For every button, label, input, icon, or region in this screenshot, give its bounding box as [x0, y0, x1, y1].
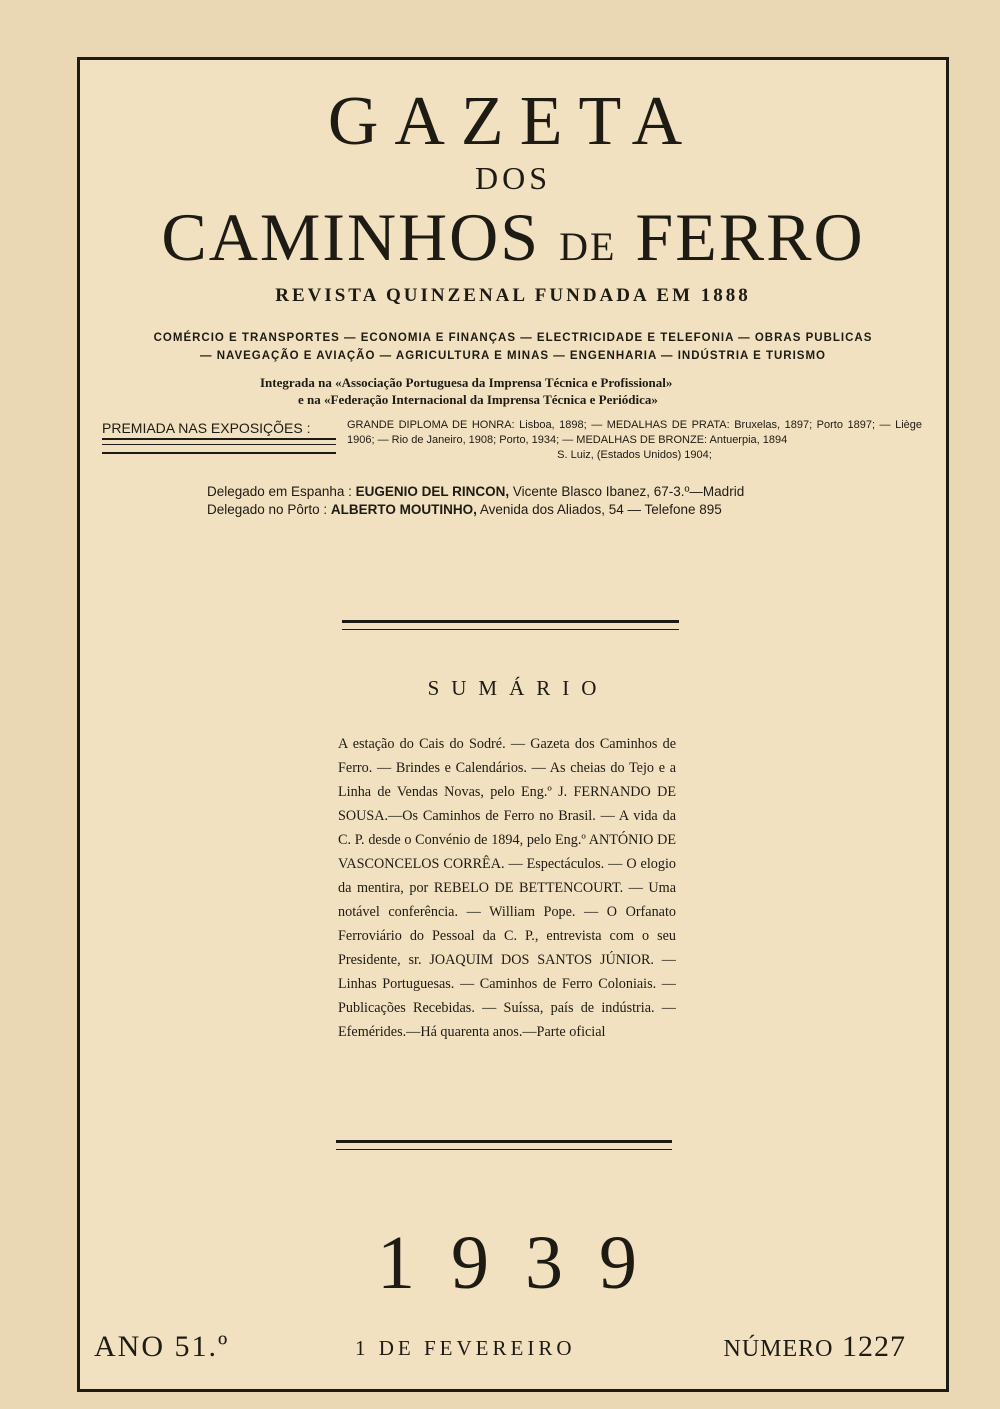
issue-date: 1 DE FEVEREIRO — [355, 1336, 576, 1360]
subtitle: REVISTA QUINZENAL FUNDADA EM 1888 — [275, 285, 751, 306]
sumario-text: A estação do Cais do Sodré. — Gazeta dos Caminhos de Ferro. — Brindes e Calendários. — As cheias do Tejo e a Linha de Vendas Novas, pelo Eng.º J. FERNANDO DE SOUSA.—Os Caminhos de Ferro no Brasil. — A vida da C. P. desde o Convénio de 1894, pelo Eng.º ANTÓNIO DE VASCONCELOS CORRÊA. — Espectáculos. — O elogio da mentira, por REBELO DE BETTENCOURT. — Uma notável conferência. — William Pope. — O Orfanato Ferroviário do Pessoal da C. P., entrevista com o seu Presidente, sr. JOAQUIM DOS SANTOS JÚNIOR. — Linhas Portuguesas. — Caminhos de Ferro Coloniais. — Publicações Recebidas. — Suíssa, país de indústria. —Efemérides.—Há quarenta anos.—Parte oficial — [338, 736, 676, 1040]
title-dos: DOS — [474, 160, 551, 196]
integrada-line-1: Integrada na «Associação Portuguesa da Imprensa Técnica e Profissional» — [260, 375, 673, 390]
topics-line-2: — NAVEGAÇÃO E AVIAÇÃO — AGRICULTURA E MINAS — ENGENHARIA — INDÚSTRIA E TURISMO — [200, 350, 826, 362]
divider-bottom — [336, 1140, 672, 1150]
premiada-underline — [102, 438, 336, 454]
exposicoes-line-1: GRANDE DIPLOMA DE HONRA: Lisboa, 1898; — MEDALHAS DE PRATA: Bruxelas, 1897; Porto — [347, 419, 843, 431]
title-caminhos: CAMINHOS — [161, 199, 560, 275]
title-caminhos-de-ferro — [80, 198, 946, 277]
page-frame — [77, 57, 949, 1392]
exposicoes-line-2: 1897; — Liège 1906; — Rio de Janeiro, 1908; Porto, 1934; — MEDALHAS DE BRONZE: Antuerpia, 1894 — [347, 419, 922, 446]
integrada-line-2: e na «Federação Internacional da Imprensa Técnica e Periódica» — [298, 392, 658, 407]
title-ferro: FERRO — [616, 199, 865, 275]
issue-number-value: 1227 — [833, 1330, 906, 1363]
delegado-porto-name: ALBERTO MOUTINHO, — [330, 502, 477, 517]
year: 1939 — [377, 1221, 673, 1305]
premiada-label: PREMIADA NAS EXPOSIÇÕES : — [102, 420, 311, 436]
delegado-porto-address: Avenida dos Aliados, 54 — Telefone 895 — [476, 502, 722, 517]
title-gazeta: GAZETA — [327, 83, 699, 160]
issue-number — [723, 1330, 906, 1364]
issue-number-label: NÚMERO — [723, 1336, 834, 1362]
sumario-heading: SUMÁRIO — [427, 676, 609, 700]
topics-line-1: COMÉRCIO E TRANSPORTES — ECONOMIA E FINANÇAS — ELECTRICIDADE E TELEFONIA — OBRAS PUBLICAS — [153, 332, 873, 344]
delegado-espanha-address: Vicente Blasco Ibanez, 67-3.º—Madrid — [509, 484, 745, 499]
delegado-espanha-label: Delegado em Espanha : — [207, 484, 356, 499]
title-de: DE — [559, 224, 617, 269]
exposicoes-line-3: S. Luiz, (Estados Unidos) 1904; — [557, 449, 712, 461]
delegado-porto — [207, 502, 722, 517]
exposicoes-text — [347, 418, 922, 463]
divider-top — [342, 620, 679, 630]
delegado-espanha-name: EUGENIO DEL RINCON, — [355, 484, 510, 499]
delegado-espanha — [207, 484, 744, 499]
ano-label: ANO 51.º — [94, 1330, 230, 1363]
delegado-porto-label: Delegado no Pôrto : — [207, 502, 331, 517]
